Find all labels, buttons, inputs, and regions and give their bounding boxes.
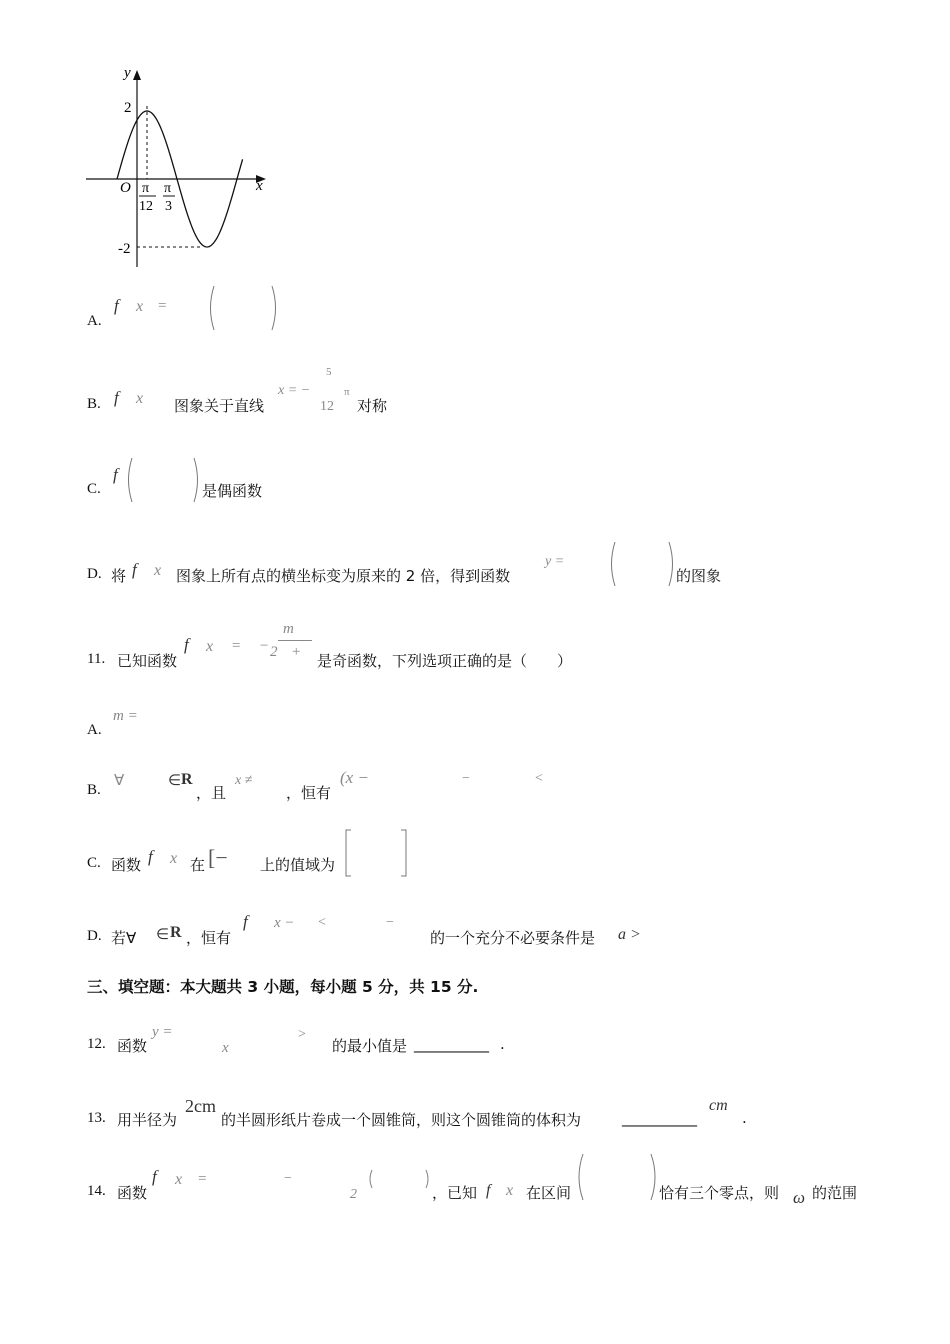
fraction-den: 12 xyxy=(320,399,334,414)
fraction-den: x xyxy=(222,1040,229,1056)
y-tick-min: -2 xyxy=(118,241,131,257)
option-label: C. xyxy=(87,481,101,497)
math-x: x xyxy=(154,562,162,579)
period: . xyxy=(742,1109,747,1127)
math-f: f xyxy=(243,912,248,931)
math-f: f xyxy=(132,560,137,579)
y-tick-max: 2 xyxy=(124,100,132,116)
option-text: 是偶函数 xyxy=(202,482,263,500)
question-text: 的半圆形纸片卷成一个圆锥筒，则这个圆锥筒的体积为 xyxy=(221,1111,582,1129)
question-text: 是奇函数，下列选项正确的是（ ） xyxy=(317,652,573,670)
option-text: ，恒有 xyxy=(286,784,332,802)
math-plus: + xyxy=(292,644,301,660)
x-tick-2-num: π xyxy=(164,181,172,196)
option-text: 函数 xyxy=(111,856,142,874)
math-in: ∈ xyxy=(156,927,170,943)
option-label: A. xyxy=(87,722,102,738)
math-unit: cm xyxy=(709,1097,728,1114)
math-radius: 2cm xyxy=(185,1096,216,1116)
question-number: 14. xyxy=(87,1183,106,1199)
math-f: f xyxy=(486,1182,491,1199)
math-f: f xyxy=(152,1167,157,1186)
option-text: 对称 xyxy=(357,397,388,415)
x-tick-1-num: π xyxy=(142,181,150,196)
math-x: x xyxy=(175,1171,183,1188)
option-label: D. xyxy=(87,566,102,582)
answer-blank: __________ xyxy=(414,1035,489,1053)
y-axis-arrow-icon xyxy=(133,70,141,80)
math-minus: − xyxy=(386,915,394,930)
fraction-bar xyxy=(278,640,312,641)
option-text: 图象关于直线 xyxy=(174,397,265,415)
fraction-num: m xyxy=(283,621,294,637)
math-minus: − xyxy=(260,638,269,654)
math-x-minus: x − xyxy=(274,915,295,931)
math-cond: a > xyxy=(618,926,641,943)
x-tick-2-den: 3 xyxy=(165,199,172,214)
math-y-eq: y = xyxy=(545,554,565,569)
brackets-icon xyxy=(343,828,413,878)
question-text: 的范围 xyxy=(812,1184,858,1202)
question-text: 在区间 xyxy=(526,1184,572,1202)
math-in: ∈ xyxy=(168,773,182,789)
math-y-eq: y = xyxy=(152,1024,173,1040)
section-heading: 三、填空题：本大题共 3 小题，每小题 5 分，共 15 分. xyxy=(87,978,479,996)
option-label: A. xyxy=(87,313,102,329)
math-x: x xyxy=(170,850,178,867)
math-expr: m = xyxy=(113,708,138,724)
question-text: 用半径为 xyxy=(117,1111,178,1129)
math-eq: = xyxy=(232,638,241,654)
math-x: x xyxy=(136,390,144,407)
question-number: 11. xyxy=(87,651,106,667)
math-expr: (x − xyxy=(340,768,369,787)
math-eq: = xyxy=(158,298,167,314)
math-neq: x ≠ xyxy=(235,773,253,788)
fraction-num: 5 xyxy=(326,366,332,378)
question-number: 13. xyxy=(87,1110,106,1126)
option-label: B. xyxy=(87,782,101,798)
math-pi: π xyxy=(344,386,350,398)
option-text: 上的值域为 xyxy=(260,856,336,874)
x-tick-1-den: 12 xyxy=(139,199,153,214)
parentheses-icon xyxy=(607,540,679,588)
origin-label: O xyxy=(120,180,131,196)
option-text: 将 xyxy=(111,567,127,585)
x-axis-label: x xyxy=(256,178,263,194)
y-axis-label: y xyxy=(124,65,131,81)
math-x: x xyxy=(206,638,214,655)
math-f: f xyxy=(114,388,119,407)
math-f: f xyxy=(114,296,119,315)
fraction-den: 2 xyxy=(270,644,278,660)
question-number: 12. xyxy=(87,1036,106,1052)
math-bracket: [− xyxy=(208,845,228,870)
math-minus: − xyxy=(462,771,470,786)
math-R: R xyxy=(170,924,182,941)
answer-blank: __________ xyxy=(622,1109,697,1127)
option-text: ，恒有 xyxy=(186,929,232,947)
math-forall: ∀ xyxy=(114,773,125,789)
math-f: f xyxy=(184,635,189,654)
option-label: D. xyxy=(87,928,102,944)
option-text: 若∀ xyxy=(111,929,137,947)
parentheses-icon xyxy=(366,1168,434,1190)
question-text: 已知函数 xyxy=(117,652,178,670)
question-text: 函数 xyxy=(117,1037,148,1055)
math-eq: = xyxy=(198,1171,207,1187)
option-label: C. xyxy=(87,855,101,871)
math-omega: ω xyxy=(793,1188,806,1207)
math-x: x xyxy=(506,1182,514,1199)
math-f: f xyxy=(148,847,153,866)
fraction-den: 2 xyxy=(350,1187,357,1202)
math-minus: − xyxy=(284,1171,292,1186)
math-gt: > xyxy=(298,1027,306,1042)
question-text: 函数 xyxy=(117,1184,148,1202)
math-R: R xyxy=(181,771,193,788)
math-lt: < xyxy=(318,915,326,930)
option-text: 的一个充分不必要条件是 xyxy=(430,929,596,947)
parentheses-icon xyxy=(124,456,204,504)
parentheses-icon xyxy=(206,284,286,332)
question-text: 恰有三个零点，则 xyxy=(659,1184,780,1202)
option-label: B. xyxy=(87,396,101,412)
math-x-eq: x = − xyxy=(278,383,311,398)
math-lt: < xyxy=(535,771,543,786)
period: . xyxy=(500,1035,505,1053)
option-text: ，且 xyxy=(196,784,227,802)
option-text: 在 xyxy=(190,856,206,874)
sine-graph xyxy=(80,62,280,272)
question-text: ，已知 xyxy=(432,1184,478,1202)
math-f: f xyxy=(113,465,118,484)
option-text: 图象上所有点的横坐标变为原来的 2 倍，得到函数 xyxy=(176,567,511,585)
question-text: 的最小值是 xyxy=(332,1037,408,1055)
option-text: 的图象 xyxy=(676,567,722,585)
parentheses-icon xyxy=(574,1152,660,1202)
math-x: x xyxy=(136,298,144,315)
